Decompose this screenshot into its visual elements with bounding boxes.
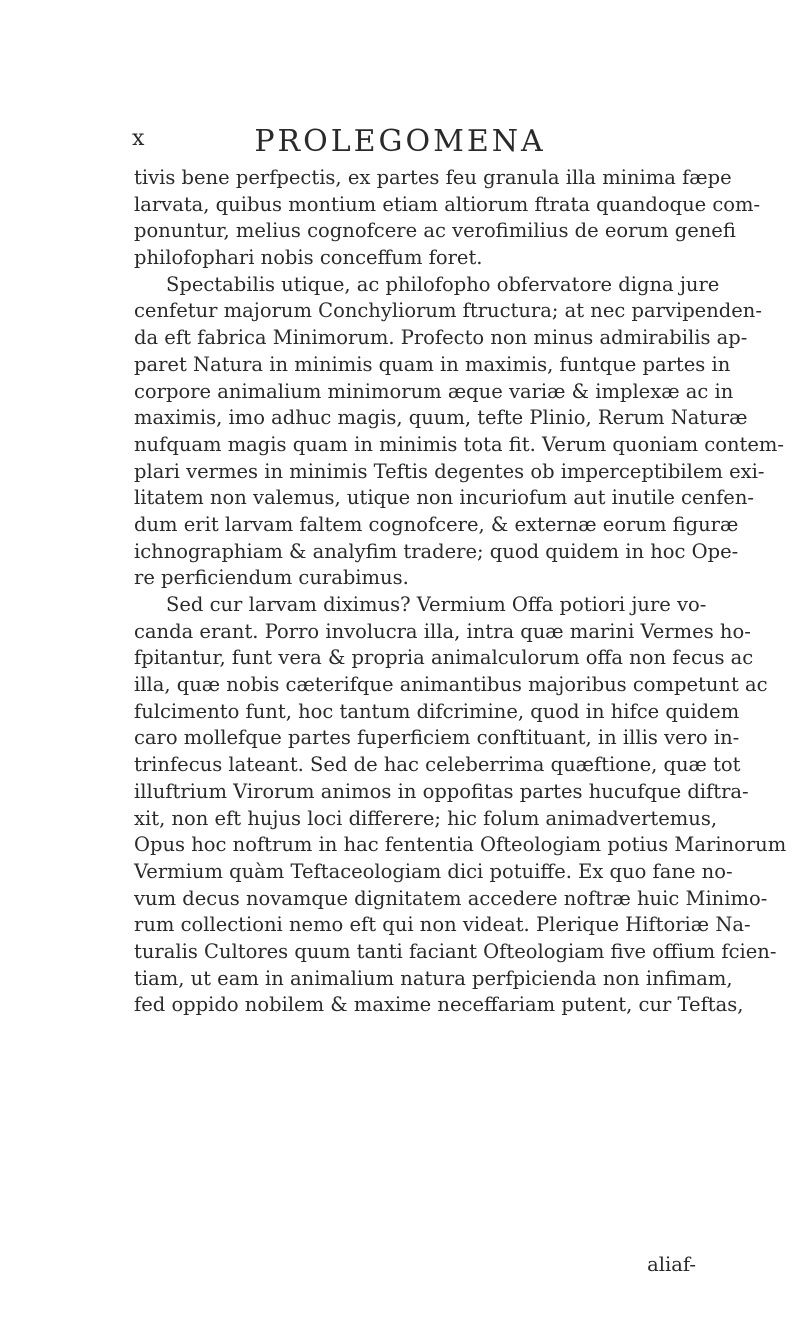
text-line: paret Natura in minimis quam in maximis, funtque partes in <box>134 352 731 376</box>
text-line: litatem non valemus, utique non incuriofum aut inutile cenfen- <box>134 486 754 510</box>
text-line: Vermium quàm Teftaceologiam dici potuiffe. Ex quo fane no- <box>134 859 733 883</box>
text-line: caro mollefque partes fuperficiem conftituant, in illis vero in- <box>134 726 740 750</box>
text-line: tivis bene perfpectis, ex partes feu granula illa minima fæpe <box>134 166 732 189</box>
text-line: ichnographiam & analyfim tradere; quod quidem in hoc Ope- <box>134 539 739 563</box>
text-line: canda erant. Porro involucra illa, intra quæ marini Vermes ho- <box>134 619 751 643</box>
text-line: trinfecus lateant. Sed de hac celeberrima quæftione, quæ tot <box>134 753 741 777</box>
text-line: re perficiendum curabimus. <box>134 566 409 590</box>
text-line: fed oppido nobilem & maxime neceffariam putent, cur Teftas, <box>134 993 744 1017</box>
text-line: tiam, ut eam in animalium natura perfpicienda non infimam, <box>134 966 733 990</box>
text-line: corpore animalium minimorum æque variæ & implexæ ac in <box>134 379 734 403</box>
text-line: plari vermes in minimis Teftis degentes ob imperceptibilem exi- <box>134 459 765 483</box>
catchword: aliaf- <box>647 1253 696 1276</box>
text-line: vum decus novamque dignitatem accedere noftræ huic Minimo- <box>134 886 768 910</box>
text-line: maximis, imo adhuc magis, quum, tefte Plinio, Rerum Naturæ <box>134 406 748 430</box>
text-line: xit, non eft hujus loci differere; hic folum animadvertemus, <box>134 806 718 830</box>
text-line: dum erit larvam faltem cognofcere, & externæ eorum figuræ <box>134 512 739 536</box>
text-line: turalis Cultores quum tanti faciant Ofteologiam five offium fcien- <box>134 939 777 963</box>
text-line: cenfetur majorum Conchyliorum ftructura; at nec parvipenden- <box>134 299 762 323</box>
text-line: fulcimento funt, hoc tantum difcrimine, quod in hifce quidem <box>134 699 740 723</box>
text-line: nufquam magis quam in minimis tota fit. Verum quoniam contem- <box>134 432 784 456</box>
text-line: Sed cur larvam diximus? Vermium Offa potiori jure vo- <box>166 593 707 616</box>
body-text <box>134 165 787 1019</box>
text-line: da eft fabrica Minimorum. Profecto non minus admirabilis ap- <box>134 326 748 350</box>
text-line: ponuntur, melius cognofcere ac verofimilius de eorum genefi <box>134 219 736 243</box>
text-line: fpitantur, funt vera & propria animalculorum offa non fecus ac <box>134 646 754 670</box>
page-number: x <box>132 126 145 151</box>
text-line: Spectabilis utique, ac philofopho obfervatore digna jure <box>166 272 720 296</box>
text-line: illuftrium Virorum animos in oppofitas partes hucufque diftra- <box>134 779 749 803</box>
page-header <box>0 124 800 164</box>
text-line: illa, quæ nobis cæterifque animantibus majoribus competunt ac <box>134 673 768 697</box>
text-line: rum collectioni nemo eft qui non videat. Plerique Hiftoriæ Na- <box>134 913 751 937</box>
running-title: PROLEGOMENA <box>254 124 546 159</box>
text-line: Opus hoc noftrum in hac fententia Ofteologiam potius Marinorum <box>134 833 787 857</box>
text-line: larvata, quibus montium etiam altiorum ftrata quandoque com- <box>134 192 761 216</box>
text-line: philofophari nobis conceffum foret. <box>134 246 483 270</box>
